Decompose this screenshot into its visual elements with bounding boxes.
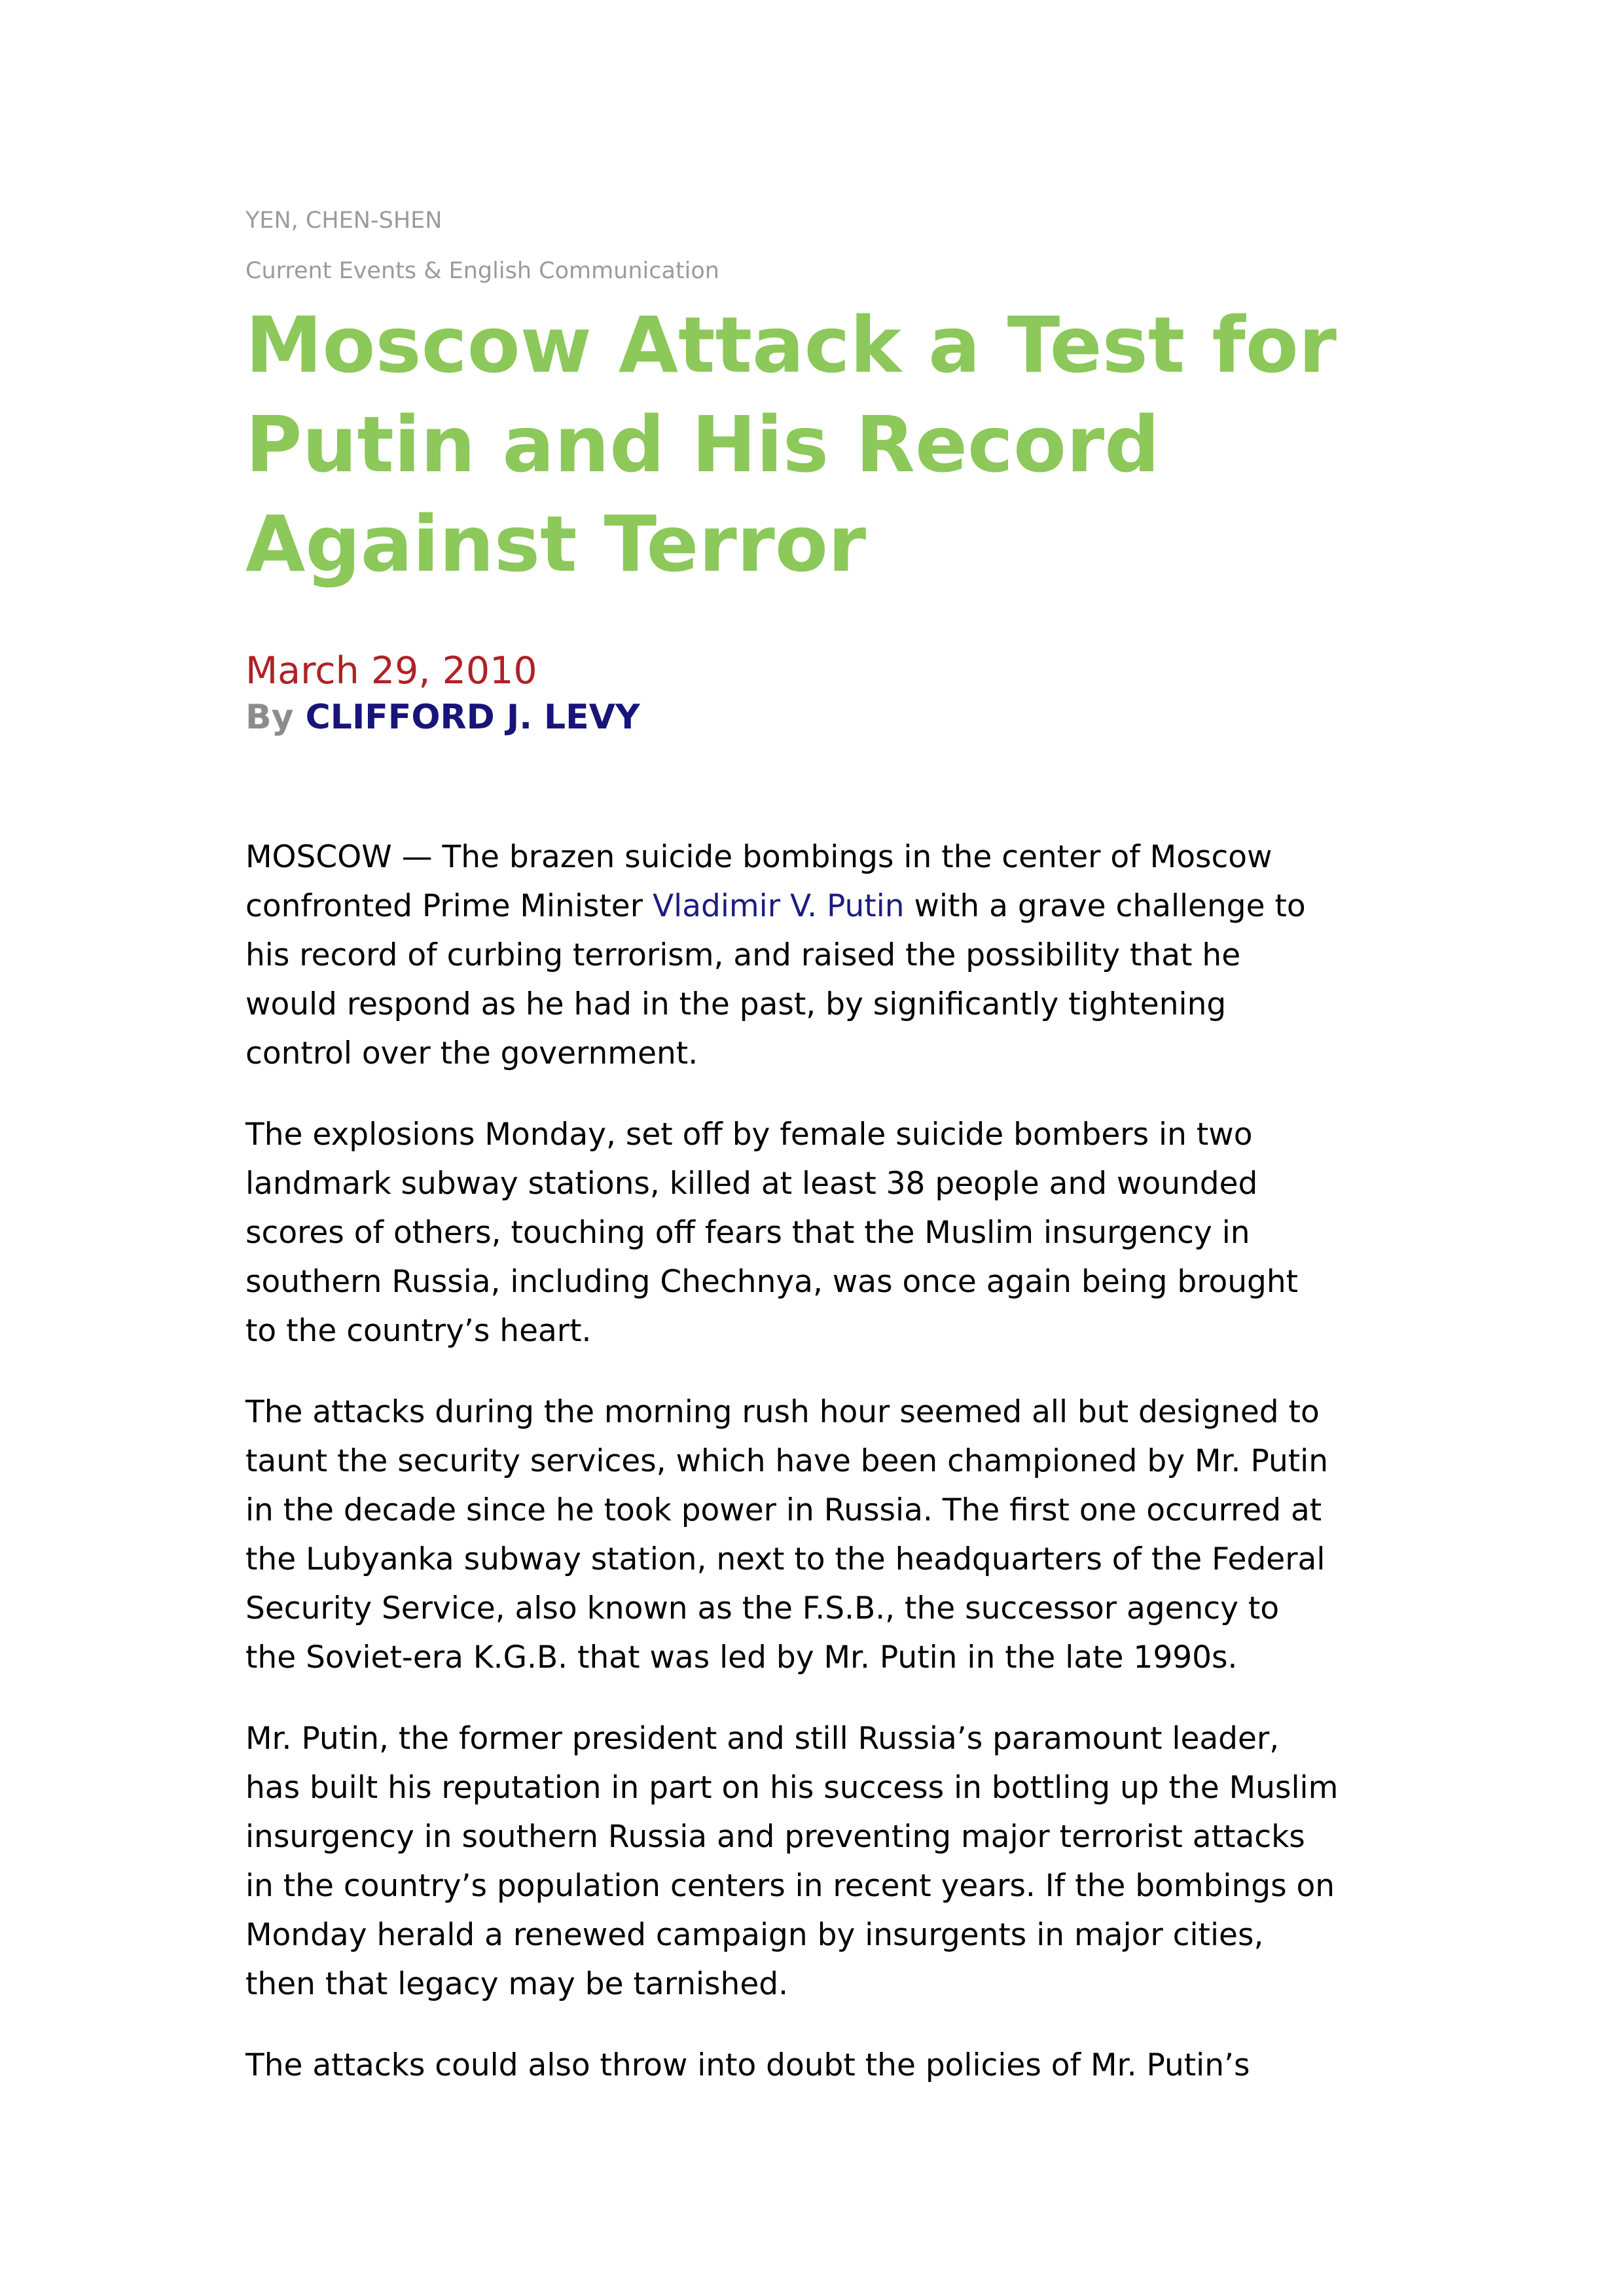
article-body [245,833,1378,2090]
body-line [245,1306,1378,1355]
body-line [245,1584,1378,1633]
body-line [245,1257,1378,1306]
text-segment: Monday herald a renewed campaign by insurgents in major cities, [245,1917,1264,1953]
body-line [245,1861,1378,1910]
text-segment: taunt the security services, which have been championed by Mr. Putin [245,1443,1329,1479]
paragraph [245,833,1378,1078]
text-segment: the Soviet-era K.G.B. that was led by Mr. Putin in the late 1990s. [245,1640,1238,1676]
article-content [245,0,1378,2122]
body-line [245,1812,1378,1861]
text-segment: southern Russia, including Chechnya, was once again being brought [245,1264,1299,1300]
text-segment: control over the government. [245,1035,698,1071]
body-line [245,1110,1378,1159]
text-segment: his record of curbing terrorism, and raised the possibility that he [245,937,1241,973]
byline-prefix: By [245,698,306,737]
text-segment: confronted Prime Minister [245,888,653,924]
body-line [245,931,1378,980]
body-line [245,1763,1378,1812]
paragraph [245,2041,1378,2090]
title-line-2: Putin and His Record [245,399,1160,490]
body-line [245,980,1378,1029]
text-segment: The explosions Monday, set off by female suicide bombers in two [245,1117,1253,1153]
text-segment: the Lubyanka subway station, next to the headquarters of the Federal [245,1541,1326,1577]
text-segment: The attacks during the morning rush hour seemed all but designed to [245,1394,1320,1430]
body-line [245,2041,1378,2090]
body-line [245,1910,1378,1960]
putin-link[interactable]: Vladimir V. Putin [652,888,905,924]
paragraph [245,1110,1378,1355]
body-line [245,1388,1378,1437]
body-line [245,833,1378,882]
byline [245,695,1378,740]
text-segment: landmark subway stations, killed at least 38 people and wounded [245,1166,1258,1202]
article-date: March 29, 2010 [245,649,537,692]
text-segment: The attacks could also throw into doubt the policies of Mr. Putin’s [245,2047,1250,2083]
body-line [245,1714,1378,1763]
text-segment: with a grave challenge to [904,888,1306,924]
text-segment: then that legacy may be tarnished. [245,1966,789,2002]
body-line [245,1535,1378,1584]
text-segment: Mr. Putin, the former president and still Russia’s paramount leader, [245,1721,1280,1757]
header-author: YEN, CHEN-SHEN [245,207,442,234]
title-line-3: Against Terror [245,499,867,589]
paragraph [245,1388,1378,1682]
text-segment: Security Service, also known as the F.S.B., the successor agency to [245,1590,1280,1626]
text-segment: to the country’s heart. [245,1313,592,1349]
title-line-1: Moscow Attack a Test for [245,300,1337,390]
text-segment: scores of others, touching off fears that the Muslim insurgency in [245,1215,1250,1251]
text-segment: MOSCOW — The brazen suicide bombings in the center of Moscow [245,839,1272,875]
text-segment: has built his reputation in part on his success in bottling up the Muslim [245,1770,1339,1806]
text-segment: in the decade since he took power in Russia. The first one occurred at [245,1492,1322,1528]
article-title [245,295,1378,594]
body-line [245,1437,1378,1486]
body-line [245,1960,1378,2009]
body-line [245,1486,1378,1535]
body-line [245,1208,1378,1257]
body-line [245,1029,1378,1078]
body-line [245,1633,1378,1682]
body-line [245,882,1378,931]
text-segment: insurgency in southern Russia and preventing major terrorist attacks [245,1819,1305,1855]
paragraph [245,1714,1378,2009]
text-segment: would respond as he had in the past, by significantly tightening [245,986,1227,1022]
body-line [245,1159,1378,1208]
byline-author: CLIFFORD J. LEVY [305,698,640,737]
header-course: Current Events & English Communication [245,258,719,284]
text-segment: in the country’s population centers in recent years. If the bombings on [245,1868,1335,1904]
